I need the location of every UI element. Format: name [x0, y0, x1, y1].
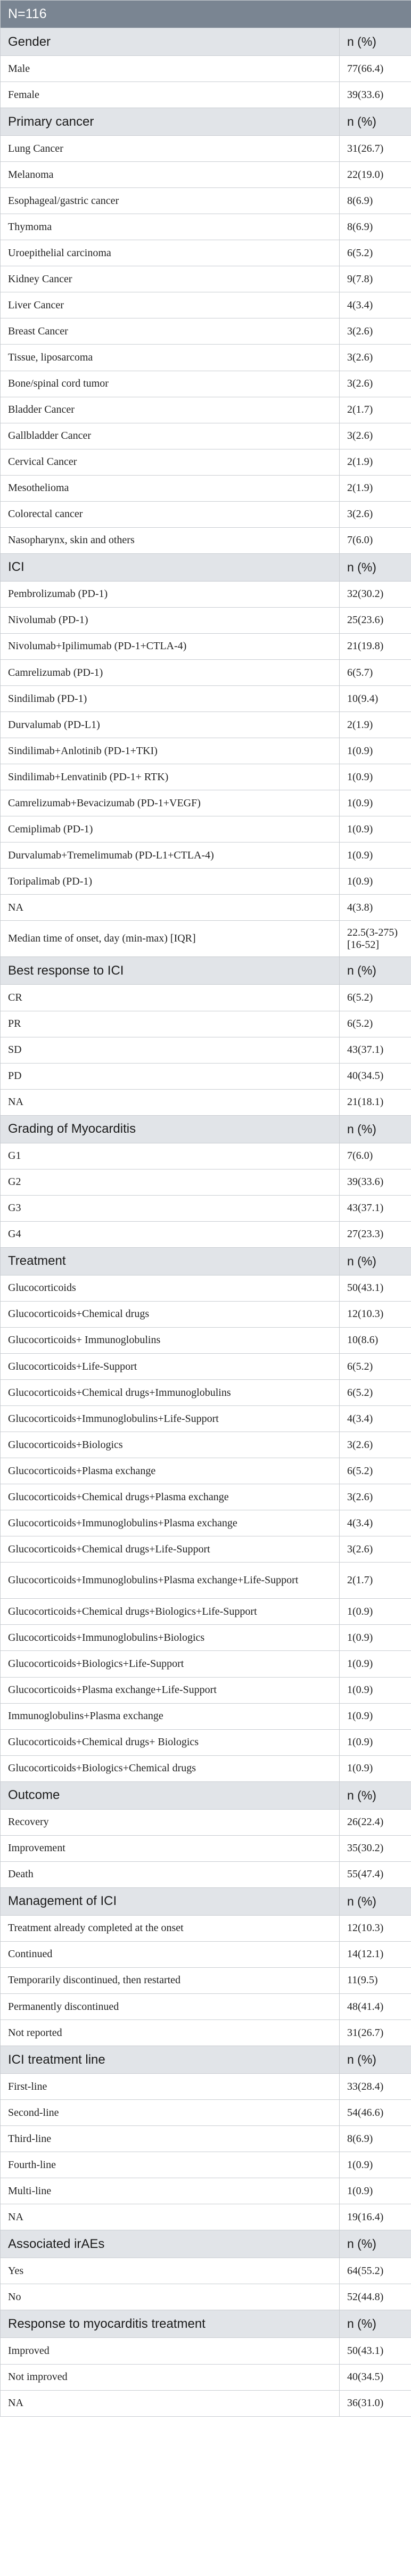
row-label: Toripalimab (PD-1)	[1, 869, 340, 895]
row-value: 1(0.9)	[340, 764, 411, 790]
table-row	[1, 449, 411, 475]
table-row	[1, 266, 411, 292]
table-body	[1, 1, 411, 2417]
table-row	[1, 581, 411, 607]
row-label: NA	[1, 2204, 340, 2230]
row-label: Sindilimab+Anlotinib (PD-1+TKI)	[1, 738, 340, 764]
table-row	[1, 2100, 411, 2126]
row-label: Glucocorticoids+Immunoglobulins+Biologics	[1, 1625, 340, 1651]
section-header-row	[1, 957, 411, 985]
section-title: Response to myocarditis treatment	[1, 2310, 340, 2338]
row-label: Glucocorticoids+Biologics	[1, 1432, 340, 1458]
row-value: 1(0.9)	[340, 1651, 411, 1677]
table-row	[1, 240, 411, 266]
table-row	[1, 423, 411, 449]
section-unit: n (%)	[340, 108, 411, 136]
row-label: Glucocorticoids+Chemical drugs+Life-Support	[1, 1536, 340, 1563]
table-row	[1, 1915, 411, 1941]
header-cell: N=116	[1, 1, 411, 28]
row-value: 2(1.9)	[340, 449, 411, 475]
row-label: Glucocorticoids+Life-Support	[1, 1354, 340, 1380]
row-label: Yes	[1, 2258, 340, 2284]
table-row	[1, 1432, 411, 1458]
row-label: Liver Cancer	[1, 292, 340, 318]
row-label: Improved	[1, 2338, 340, 2364]
table-row	[1, 318, 411, 345]
row-value: 54(46.6)	[340, 2100, 411, 2126]
table-row	[1, 1599, 411, 1625]
row-label: Glucocorticoids+Immunoglobulins+Life-Support	[1, 1406, 340, 1432]
section-unit: n (%)	[340, 1781, 411, 1809]
row-value: 3(2.6)	[340, 371, 411, 397]
section-title: Management of ICI	[1, 1887, 340, 1915]
row-value: 40(34.5)	[340, 1063, 411, 1089]
row-label: Temporarily discontinued, then restarted	[1, 1967, 340, 1993]
section-title: Grading of Myocarditis	[1, 1115, 340, 1143]
row-value: 2(1.7)	[340, 397, 411, 423]
table-row	[1, 790, 411, 816]
table-row	[1, 1994, 411, 2020]
row-label: Continued	[1, 1941, 340, 1967]
table-row	[1, 816, 411, 843]
table-row	[1, 1651, 411, 1677]
row-label: SD	[1, 1037, 340, 1063]
row-label: PD	[1, 1063, 340, 1089]
table-row	[1, 1275, 411, 1301]
row-value: 48(41.4)	[340, 1994, 411, 2020]
row-value: 6(5.7)	[340, 659, 411, 685]
row-value: 77(66.4)	[340, 56, 411, 82]
table-row	[1, 985, 411, 1011]
row-value: 4(3.4)	[340, 292, 411, 318]
section-unit: n (%)	[340, 28, 411, 56]
row-label: Glucocorticoids+Immunoglobulins+Plasma exchange	[1, 1510, 340, 1536]
row-value: 12(10.3)	[340, 1915, 411, 1941]
table-row	[1, 2364, 411, 2390]
row-value: 2(1.9)	[340, 475, 411, 501]
table-row	[1, 1063, 411, 1089]
section-unit: n (%)	[340, 1887, 411, 1915]
row-label: Esophageal/gastric cancer	[1, 188, 340, 214]
row-label: Pembrolizumab (PD-1)	[1, 581, 340, 607]
table-row	[1, 1354, 411, 1380]
table-row	[1, 1011, 411, 1037]
row-label: Glucocorticoids+Biologics+Life-Support	[1, 1651, 340, 1677]
section-title: Gender	[1, 28, 340, 56]
row-label: Treatment already completed at the onset	[1, 1915, 340, 1941]
row-value: 2(1.9)	[340, 712, 411, 738]
row-value: 19(16.4)	[340, 2204, 411, 2230]
row-label: Sindilimab+Lenvatinib (PD-1+ RTK)	[1, 764, 340, 790]
row-label: Tissue, liposarcoma	[1, 345, 340, 371]
table-row	[1, 607, 411, 633]
table-row	[1, 527, 411, 553]
row-value: 1(0.9)	[340, 738, 411, 764]
row-value: 31(26.7)	[340, 136, 411, 162]
table-row	[1, 1625, 411, 1651]
row-label: NA	[1, 2390, 340, 2416]
row-value: 7(6.0)	[340, 1143, 411, 1169]
section-unit: n (%)	[340, 2230, 411, 2258]
row-value: 25(23.6)	[340, 607, 411, 633]
table-row	[1, 2258, 411, 2284]
section-unit: n (%)	[340, 1247, 411, 1275]
table-row	[1, 738, 411, 764]
table-row	[1, 1195, 411, 1221]
section-title: ICI treatment line	[1, 2046, 340, 2074]
section-header-row	[1, 28, 411, 56]
row-value: 1(0.9)	[340, 1677, 411, 1703]
table-row	[1, 895, 411, 921]
table-row	[1, 1458, 411, 1484]
table-row	[1, 292, 411, 318]
row-value: 11(9.5)	[340, 1967, 411, 1993]
table-row	[1, 1327, 411, 1353]
row-label: Glucocorticoids+Biologics+Chemical drugs	[1, 1755, 340, 1781]
section-title: Associated irAEs	[1, 2230, 340, 2258]
row-label: Glucocorticoids+Immunoglobulins+Plasma exchange+Life-Support	[1, 1563, 340, 1599]
row-value: 6(5.2)	[340, 1354, 411, 1380]
table-row	[1, 869, 411, 895]
section-title: Primary cancer	[1, 108, 340, 136]
row-value: 43(37.1)	[340, 1195, 411, 1221]
row-label: Nivolumab+Ipilimumab (PD-1+CTLA-4)	[1, 633, 340, 659]
row-label: Cervical Cancer	[1, 449, 340, 475]
table-row	[1, 136, 411, 162]
section-header-row	[1, 1781, 411, 1809]
row-value: 6(5.2)	[340, 1380, 411, 1406]
row-label: CR	[1, 985, 340, 1011]
row-label: Thymoma	[1, 214, 340, 240]
row-value: 1(0.9)	[340, 1703, 411, 1729]
row-value: 50(43.1)	[340, 2338, 411, 2364]
row-label: Multi-line	[1, 2178, 340, 2204]
table-row	[1, 501, 411, 527]
table-row	[1, 1967, 411, 1993]
row-value: 40(34.5)	[340, 2364, 411, 2390]
table-row	[1, 1301, 411, 1327]
row-value: 27(23.3)	[340, 1221, 411, 1247]
row-label: Glucocorticoids+Chemical drugs+Plasma exchange	[1, 1484, 340, 1510]
row-value: 4(3.8)	[340, 895, 411, 921]
table-row	[1, 1677, 411, 1703]
section-header-row	[1, 1115, 411, 1143]
row-label: First-line	[1, 2074, 340, 2100]
row-value: 22.5(3-275) [16-52]	[340, 921, 411, 957]
table-row	[1, 1703, 411, 1729]
row-value: 8(6.9)	[340, 214, 411, 240]
table-row	[1, 1941, 411, 1967]
table-row	[1, 686, 411, 712]
table-row	[1, 214, 411, 240]
row-value: 10(8.6)	[340, 1327, 411, 1353]
table-row	[1, 1484, 411, 1510]
table-row	[1, 2074, 411, 2100]
row-value: 14(12.1)	[340, 1941, 411, 1967]
section-header-row	[1, 2230, 411, 2258]
table-row	[1, 1221, 411, 1247]
row-value: 4(3.4)	[340, 1510, 411, 1536]
table-row	[1, 397, 411, 423]
row-label: PR	[1, 1011, 340, 1037]
row-label: Colorectal cancer	[1, 501, 340, 527]
section-unit: n (%)	[340, 957, 411, 985]
row-label: Fourth-line	[1, 2152, 340, 2178]
table-row	[1, 843, 411, 869]
row-value: 64(55.2)	[340, 2258, 411, 2284]
row-label: Kidney Cancer	[1, 266, 340, 292]
table-row	[1, 633, 411, 659]
row-label: Improvement	[1, 1835, 340, 1861]
table-row	[1, 1536, 411, 1563]
section-title: Treatment	[1, 1247, 340, 1275]
table-row	[1, 56, 411, 82]
section-unit: n (%)	[340, 553, 411, 581]
row-value: 3(2.6)	[340, 318, 411, 345]
table-row	[1, 2020, 411, 2046]
section-unit: n (%)	[340, 1115, 411, 1143]
row-value: 1(0.9)	[340, 816, 411, 843]
table-row	[1, 764, 411, 790]
row-value: 1(0.9)	[340, 2178, 411, 2204]
row-label: Bladder Cancer	[1, 397, 340, 423]
row-label: No	[1, 2284, 340, 2310]
row-value: 33(28.4)	[340, 2074, 411, 2100]
row-value: 3(2.6)	[340, 1484, 411, 1510]
table-row	[1, 921, 411, 957]
table-row	[1, 2178, 411, 2204]
table-row	[1, 1835, 411, 1861]
table-row	[1, 2204, 411, 2230]
row-value: 21(18.1)	[340, 1089, 411, 1115]
row-label: Second-line	[1, 2100, 340, 2126]
section-header-row	[1, 108, 411, 136]
table-row	[1, 475, 411, 501]
row-label: Durvalumab (PD-L1)	[1, 712, 340, 738]
table-row	[1, 1169, 411, 1195]
row-label: Sindilimab (PD-1)	[1, 686, 340, 712]
row-label: Not reported	[1, 2020, 340, 2046]
row-label: Glucocorticoids+Chemical drugs+Biologics+Life-Support	[1, 1599, 340, 1625]
section-title: ICI	[1, 553, 340, 581]
row-value: 1(0.9)	[340, 1729, 411, 1755]
table-row	[1, 1729, 411, 1755]
row-label: Glucocorticoids	[1, 1275, 340, 1301]
row-label: Male	[1, 56, 340, 82]
table-row	[1, 82, 411, 108]
row-label: Melanoma	[1, 162, 340, 188]
row-label: G3	[1, 1195, 340, 1221]
row-value: 1(0.9)	[340, 843, 411, 869]
row-value: 50(43.1)	[340, 1275, 411, 1301]
row-label: Mesothelioma	[1, 475, 340, 501]
row-value: 2(1.7)	[340, 1563, 411, 1599]
table-row	[1, 188, 411, 214]
table-row	[1, 371, 411, 397]
table-row	[1, 659, 411, 685]
table-row	[1, 712, 411, 738]
table-row	[1, 1089, 411, 1115]
row-label: NA	[1, 895, 340, 921]
row-label: Recovery	[1, 1809, 340, 1835]
section-header-row	[1, 1247, 411, 1275]
row-label: Female	[1, 82, 340, 108]
row-value: 1(0.9)	[340, 1755, 411, 1781]
row-label: Glucocorticoids+Chemical drugs	[1, 1301, 340, 1327]
row-value: 1(0.9)	[340, 869, 411, 895]
row-label: Median time of onset, day (min-max) [IQR]	[1, 921, 340, 957]
section-header-row	[1, 553, 411, 581]
row-value: 10(9.4)	[340, 686, 411, 712]
section-title: Best response to ICI	[1, 957, 340, 985]
row-label: Breast Cancer	[1, 318, 340, 345]
section-unit: n (%)	[340, 2310, 411, 2338]
table-row	[1, 162, 411, 188]
section-header-row	[1, 2046, 411, 2074]
row-value: 7(6.0)	[340, 527, 411, 553]
row-value: 8(6.9)	[340, 188, 411, 214]
row-value: 8(6.9)	[340, 2126, 411, 2152]
table-row	[1, 1861, 411, 1887]
row-label: Lung Cancer	[1, 136, 340, 162]
row-label: NA	[1, 1089, 340, 1115]
row-value: 3(2.6)	[340, 345, 411, 371]
table-row	[1, 2126, 411, 2152]
row-value: 3(2.6)	[340, 1432, 411, 1458]
row-value: 6(5.2)	[340, 240, 411, 266]
row-label: Uroepithelial carcinoma	[1, 240, 340, 266]
row-label: Glucocorticoids+Plasma exchange+Life-Support	[1, 1677, 340, 1703]
row-value: 12(10.3)	[340, 1301, 411, 1327]
row-label: Glucocorticoids+Plasma exchange	[1, 1458, 340, 1484]
table-row	[1, 1755, 411, 1781]
row-value: 35(30.2)	[340, 1835, 411, 1861]
row-label: Durvalumab+Tremelimumab (PD-L1+CTLA-4)	[1, 843, 340, 869]
row-value: 52(44.8)	[340, 2284, 411, 2310]
table-row	[1, 2390, 411, 2416]
row-value: 22(19.0)	[340, 162, 411, 188]
section-header-row	[1, 2310, 411, 2338]
row-value: 3(2.6)	[340, 1536, 411, 1563]
row-label: Glucocorticoids+Chemical drugs+Immunoglobulins	[1, 1380, 340, 1406]
table-header-row	[1, 1, 411, 28]
table-row	[1, 1037, 411, 1063]
table-row	[1, 1143, 411, 1169]
row-value: 1(0.9)	[340, 790, 411, 816]
row-label: Glucocorticoids+Chemical drugs+ Biologics	[1, 1729, 340, 1755]
row-value: 36(31.0)	[340, 2390, 411, 2416]
row-value: 32(30.2)	[340, 581, 411, 607]
row-value: 4(3.4)	[340, 1406, 411, 1432]
section-unit: n (%)	[340, 2046, 411, 2074]
row-value: 31(26.7)	[340, 2020, 411, 2046]
table-row	[1, 2152, 411, 2178]
row-label: Gallbladder Cancer	[1, 423, 340, 449]
row-value: 6(5.2)	[340, 1011, 411, 1037]
row-value: 21(19.8)	[340, 633, 411, 659]
row-label: Glucocorticoids+ Immunoglobulins	[1, 1327, 340, 1353]
table-row	[1, 2338, 411, 2364]
row-label: Cemiplimab (PD-1)	[1, 816, 340, 843]
row-label: Not improved	[1, 2364, 340, 2390]
row-value: 26(22.4)	[340, 1809, 411, 1835]
row-label: Camrelizumab (PD-1)	[1, 659, 340, 685]
row-value: 55(47.4)	[340, 1861, 411, 1887]
row-label: G2	[1, 1169, 340, 1195]
row-value: 3(2.6)	[340, 423, 411, 449]
row-label: Nasopharynx, skin and others	[1, 527, 340, 553]
row-label: Permanently discontinued	[1, 1994, 340, 2020]
row-label: Bone/spinal cord tumor	[1, 371, 340, 397]
row-label: Death	[1, 1861, 340, 1887]
section-title: Outcome	[1, 1781, 340, 1809]
row-value: 1(0.9)	[340, 2152, 411, 2178]
table-row	[1, 1406, 411, 1432]
row-value: 6(5.2)	[340, 985, 411, 1011]
table-row	[1, 345, 411, 371]
table-row	[1, 1510, 411, 1536]
row-value: 6(5.2)	[340, 1458, 411, 1484]
row-value: 39(33.6)	[340, 1169, 411, 1195]
table-row	[1, 1380, 411, 1406]
table-row	[1, 1809, 411, 1835]
row-value: 39(33.6)	[340, 82, 411, 108]
row-value: 3(2.6)	[340, 501, 411, 527]
row-label: Immunoglobulins+Plasma exchange	[1, 1703, 340, 1729]
row-label: G4	[1, 1221, 340, 1247]
table-row	[1, 1563, 411, 1599]
row-value: 1(0.9)	[340, 1625, 411, 1651]
row-value: 1(0.9)	[340, 1599, 411, 1625]
row-label: Camrelizumab+Bevacizumab (PD-1+VEGF)	[1, 790, 340, 816]
row-value: 9(7.8)	[340, 266, 411, 292]
row-label: Nivolumab (PD-1)	[1, 607, 340, 633]
row-label: G1	[1, 1143, 340, 1169]
row-label: Third-line	[1, 2126, 340, 2152]
section-header-row	[1, 1887, 411, 1915]
table-row	[1, 2284, 411, 2310]
row-value: 43(37.1)	[340, 1037, 411, 1063]
